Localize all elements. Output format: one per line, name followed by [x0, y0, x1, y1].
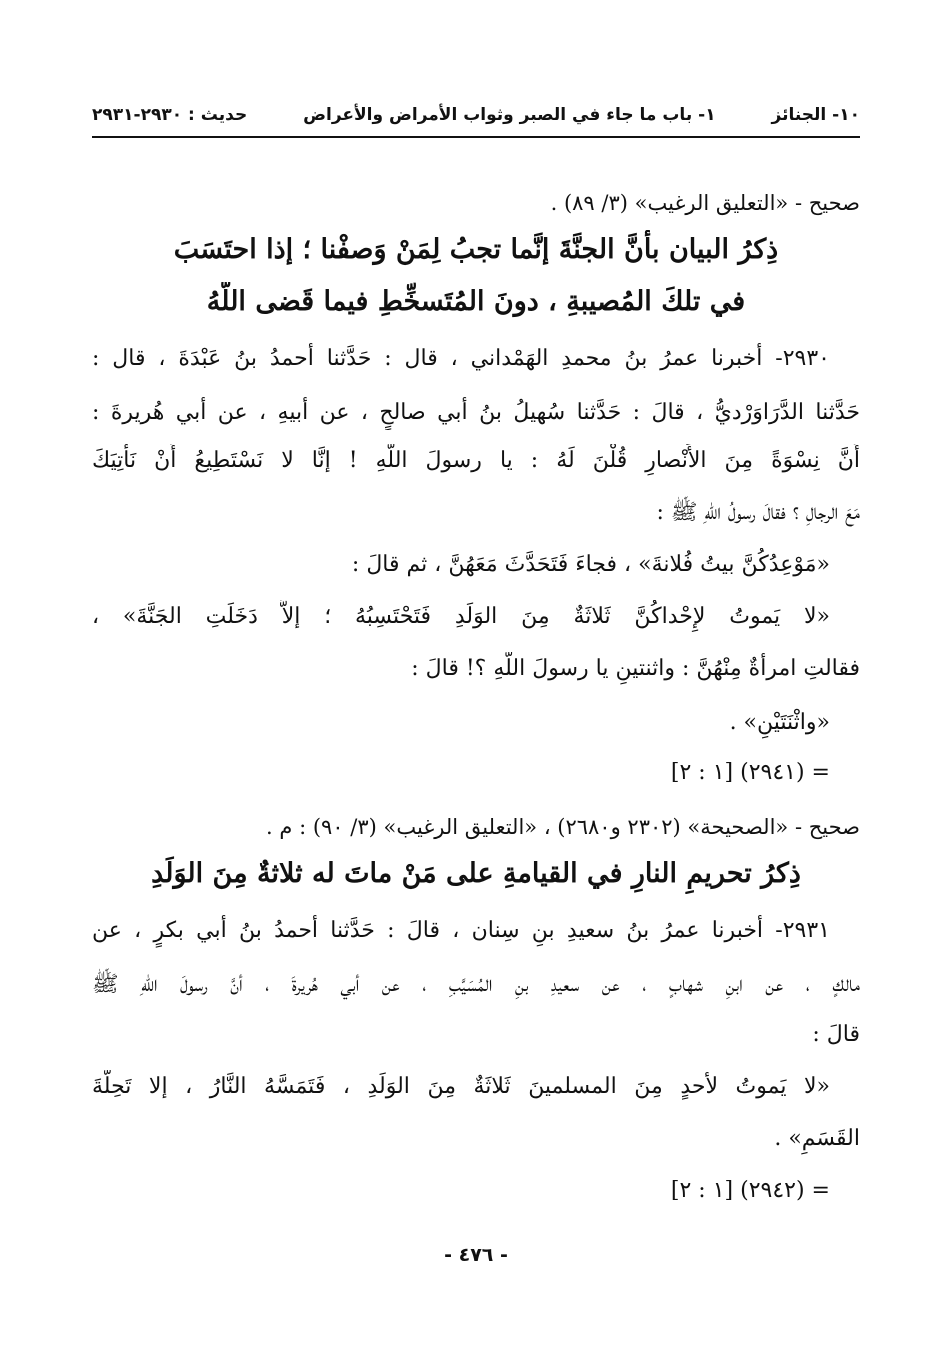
hadith-text: مَعَ الرجالِ ؟ فقالَ رسولُ اللّهِ ﷺ :: [656, 500, 860, 525]
grading-note: صحيح - «الصحيحة» (٢٣٠٢ و٢٦٨٠) ، «التعليق الرغيب» (٣/ ٩٠) : م .: [266, 815, 860, 839]
page-number: - ٤٧٦ -: [444, 1244, 508, 1266]
hadith-text: «مَوْعِدُكُنَّ بيتُ فُلانةَ» ، فجاءَ فَتَحَدَّثَ مَعَهُنَّ ، ثم قالَ :: [351, 552, 830, 577]
chapter-heading: ذِكرُ البيان بأنَّ الجنَّةَ إنَّما تجبُ لِمَنْ وَصفْنا ؛ إذا احتَسَبَ: [173, 234, 779, 265]
hadith-text: حَدَّثنا الدَّرَاوَرْديُّ ، قالَ : حَدَّثنا سُهيلُ بنُ أبي صالحٍ ، عن أبيهِ ، عن أبي هُريرةَ :: [92, 400, 860, 425]
hadith-text: «لا يَموتُ لإِحْداكُنَّ ثَلاثَةٌ مِنَ الوَلَدِ فَتَحْتَسِبُهُ ؛ إلاَّ دَخَلَتِ الجَنَّةَ» ،: [92, 604, 830, 629]
chapter-heading: ذِكرُ تحريمِ النارِ في القيامةِ على مَنْ ماتَ له ثلاثةٌ مِنَ الوَلَدِ: [151, 858, 801, 889]
cross-reference: = (٢٩٤٢) [١ : ٢]: [670, 1178, 830, 1203]
hadith-text: «لا يَموتُ لأحدٍ مِنَ المسلمينَ ثَلاثَةٌ مِنَ الوَلَدِ ، فَتَمَسَّهُ النَّارُ ، إلا تَحِلَّةَ: [92, 1074, 830, 1099]
running-header: [92, 100, 860, 130]
chapter-heading: في تلكَ المُصيبةِ ، دونَ المُتَسخِّطِ فيما قَضى اللّهُ: [206, 286, 746, 317]
hadith-text: القَسَمِ» .: [774, 1126, 860, 1151]
cross-reference: = (٢٩٤١) [١ : ٢]: [670, 760, 830, 785]
chapter-title: ١٠- الجنائز: [771, 105, 860, 125]
hadith-text: قالَ :: [812, 1022, 860, 1047]
hadith-range: حديث : ٢٩٣٠-٢٩٣١: [92, 105, 248, 125]
hadith-text: أَنَّ نِسْوَةً مِنَ الأَنْصارِ قُلْنَ لَهُ : يا رسولَ اللّهِ ! إنَّا لا نَسْتَطِيعُ أَنْ نَأْتِيَكَ: [92, 448, 860, 473]
hadith-text: «واثْنَتَيْنِ» .: [729, 710, 830, 735]
hadith-text: مالكٍ ، عن ابنِ شهابٍ ، عن سعيدِ بنِ المُسَيَّبِ ، عن أبي هُريرةَ ، أنَّ رسولَ اللّهِ ﷺ: [92, 972, 860, 997]
grading-note: صحيح - «التعليق الرغيب» (٣/ ٨٩) .: [550, 191, 860, 215]
header-divider: [92, 136, 860, 138]
hadith-text: فقالتِ امرأةٌ مِنْهُنَّ : واثنتينِ يا رسولَ اللّهِ ؟! قالَ :: [411, 656, 860, 681]
hadith-text: ٢٩٣١- أخبرنا عمرُ بنُ سعيدِ بنِ سِنان ، قالَ : حَدَّثنا أحمدُ بنُ أبي بكرٍ ، عن: [92, 918, 830, 943]
hadith-text: ٢٩٣٠- أخبرنا عمرُ بنُ محمدِ الهَمْداني ، قال : حَدَّثنا أحمدُ بنُ عَبْدَةَ ، قال :: [92, 346, 830, 371]
section-title: ١- باب ما جاء في الصبر وثواب الأمراض والأعراض: [303, 105, 716, 125]
